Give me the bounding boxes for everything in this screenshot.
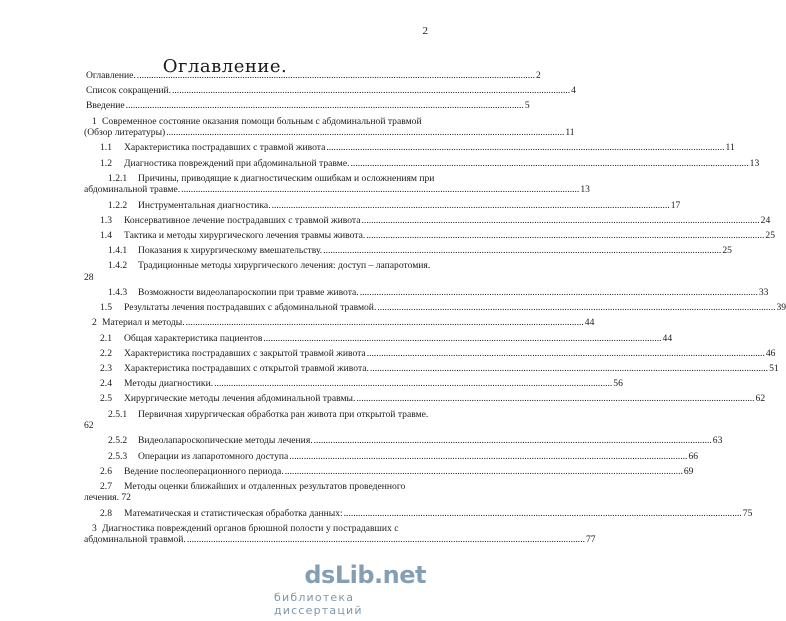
toc-entry-number: 2.4 (100, 378, 112, 390)
toc-leader (263, 333, 661, 345)
toc-entry-page: 62 (755, 393, 766, 405)
toc-entry[interactable] (86, 450, 699, 463)
toc-leader (214, 378, 612, 390)
toc-entry[interactable] (86, 100, 530, 112)
toc-entry-number: 2.3 (100, 362, 112, 374)
toc-entry[interactable] (86, 287, 769, 299)
toc-entry-title: Характеристика пострадавших с открытой травмой живота. (124, 362, 369, 374)
toc-entry[interactable] (86, 214, 771, 227)
toc-entry[interactable] (86, 465, 694, 478)
toc-leader (314, 435, 712, 447)
toc-entry-title: Характеристика пострадавших с закрытой травмой живота (124, 347, 366, 359)
toc-entry-title: Диагностика повреждений органов брюшной полости у пострадавших с (102, 522, 399, 534)
page-title: Оглавление. (162, 56, 288, 78)
page-number: 2 (422, 25, 428, 37)
toc-entry[interactable] (86, 70, 541, 82)
toc-entry-title: Хирургические методы лечения абдоминальной травмы. (124, 393, 356, 405)
toc-entry-page: 4 (571, 85, 576, 97)
toc-entry[interactable] (86, 157, 760, 170)
toc-leader (181, 184, 579, 196)
toc-entry-page: 69 (683, 465, 694, 477)
toc-entry[interactable] (84, 522, 596, 546)
toc-entry-title: Первичная хирургическая обработка ран живота при открытой травме. (138, 408, 429, 420)
toc-leader (326, 142, 724, 154)
toc-entry-title: Диагностика повреждений при абдоминальной травме. (124, 157, 350, 169)
toc-entry-title: Методы оценки ближайших и отдаленных результатов проведенного (124, 480, 406, 492)
toc-entry-continuation: (Обзор литературы) (84, 127, 166, 139)
toc-entry-title: Введение (86, 100, 125, 112)
toc-entry-title: Возможности видеолапароскопии при травме живота. (138, 287, 359, 299)
toc-entry-title: Математическая и статистическая обработка данных: (124, 507, 343, 519)
toc-entry-number: 2.5.2 (108, 435, 128, 447)
toc-entry[interactable] (86, 378, 623, 390)
toc-leader (370, 363, 768, 375)
toc-entry[interactable] (86, 481, 430, 504)
toc-entry-title: Методы диагностики. (124, 378, 214, 390)
toc-entry-number: 1.3 (100, 214, 112, 226)
toc-entry-number: 1.2.2 (108, 199, 128, 211)
toc-entry-page: 24 (760, 214, 771, 226)
toc-entry-continuation: 28 (84, 271, 94, 283)
toc-entry-continuation: 62 (84, 420, 94, 432)
toc-entry[interactable] (86, 435, 723, 447)
toc-entry[interactable] (86, 362, 779, 375)
toc-entry-page: 13 (580, 184, 590, 196)
toc-entry-page: 39 (776, 302, 786, 314)
toc-entry-number: 2.8 (100, 507, 112, 519)
toc-entry-number: 2.2 (100, 347, 112, 359)
toc-entry-number: 1.4.3 (108, 287, 128, 299)
toc-entry-page: 17 (670, 199, 681, 211)
toc-entry[interactable] (86, 142, 735, 154)
toc-entry-title: Общая характеристика пациентов (124, 332, 263, 344)
toc-entry[interactable] (86, 317, 595, 329)
watermark (274, 559, 444, 617)
watermark-logo: dsLib.net (304, 561, 426, 589)
toc-leader (272, 200, 670, 212)
toc-entry-title: Традиционные методы хирургического лечения: доступ – лапаротомия. (138, 260, 431, 272)
toc-entry-page: 5 (524, 100, 530, 112)
toc-entry-continuation: абдоминальной травмой. (84, 534, 186, 546)
toc-entry-title: Характеристика пострадавших с травмой живота (124, 142, 326, 154)
toc-entry-number: 1.2 (100, 157, 112, 169)
toc-entry-page: 25 (765, 229, 776, 241)
toc-leader (366, 230, 764, 242)
toc-entry[interactable] (86, 229, 776, 242)
toc-entry-page: 51 (769, 362, 779, 374)
toc-entry-page: 44 (584, 317, 595, 329)
toc-entry[interactable] (86, 245, 732, 257)
watermark-subtitle: библиотека диссертаций (274, 591, 363, 617)
toc-entry-title: Показания к хирургическому вмешательству. (138, 245, 323, 257)
toc-leader (137, 70, 535, 82)
toc-entry-number: 1.4.2 (108, 260, 128, 272)
toc-entry-number: 1 (92, 115, 97, 127)
toc-leader (367, 348, 765, 360)
toc-entry[interactable] (86, 507, 753, 520)
toc-entry-title: Консервативное лечение пострадавших с травмой живота (124, 214, 361, 226)
toc-entry-number: 2.7 (100, 480, 112, 492)
toc-entry[interactable] (86, 260, 430, 283)
toc-entry-number: 3 (92, 522, 97, 534)
toc-entry-title: Список сокращений. (86, 85, 171, 97)
toc-entry[interactable] (86, 302, 786, 314)
toc-entry-page: 11 (565, 127, 575, 139)
toc-entry-page: 11 (725, 142, 735, 154)
toc-leader (351, 158, 749, 170)
toc-leader (126, 100, 524, 112)
toc-entry-number: 1.1 (100, 142, 112, 154)
toc-entry-title: Материал и методы. (102, 317, 185, 329)
toc-entry-number: 2.5.3 (108, 450, 128, 462)
toc-entry-number: 2.5.1 (108, 408, 128, 420)
toc-entry-page: 13 (749, 157, 760, 169)
toc-leader (166, 127, 564, 139)
toc-entry-title: Инструментальная диагностика. (138, 199, 271, 211)
toc-leader (323, 245, 721, 257)
toc-leader (362, 215, 760, 227)
toc-entry[interactable] (86, 85, 576, 97)
toc-entry-page: 33 (758, 287, 769, 299)
toc-entry-number: 1.4 (100, 229, 112, 241)
toc-entry-number: 2.5 (100, 393, 112, 405)
toc-leader (289, 451, 687, 463)
toc-entry-title: Причины, приводящие к диагностическим ошибкам и осложнениям при (138, 172, 435, 184)
toc-entry-page: 44 (662, 332, 673, 344)
toc-entry-title: Оглавление. (86, 70, 136, 81)
toc-entry-number: 2.6 (100, 465, 112, 477)
toc-entry-page: 75 (742, 507, 753, 519)
toc-entry[interactable] (86, 347, 776, 360)
toc-entry-title: Современное состояние оказания помощи больным с абдоминальной травмой (102, 115, 422, 127)
toc-entry-number: 1.2.1 (108, 172, 128, 184)
toc-entry-title: Операции из лапаротомного доступа (138, 450, 289, 462)
toc-entry-page: 63 (712, 435, 723, 447)
toc-leader (186, 317, 584, 329)
toc-entry-title: Результаты лечения пострадавших с абдоминальной травмой. (124, 302, 377, 314)
toc-entry-number: 1.5 (100, 302, 112, 314)
toc-entry-title: Ведение послеоперационного периода. (124, 465, 284, 477)
toc-entry-page: 2 (535, 70, 541, 81)
toc-entry-continuation: лечения. 72 (84, 492, 131, 504)
toc-entry-title: Видеолапароскопические методы лечения. (138, 435, 313, 447)
toc-leader (172, 85, 570, 97)
table-of-contents (84, 70, 786, 550)
toc-entry-page: 56 (613, 378, 623, 390)
toc-entry-number: 2 (92, 317, 97, 329)
toc-leader (187, 534, 585, 546)
toc-entry-continuation: абдоминальной травме. (84, 184, 181, 196)
toc-entry-page: 46 (765, 347, 776, 359)
toc-entry[interactable] (86, 409, 430, 432)
toc-entry[interactable] (86, 332, 673, 345)
toc-entry[interactable] (84, 115, 575, 139)
toc-leader (377, 302, 775, 314)
toc-entry[interactable] (84, 172, 590, 196)
toc-leader (356, 393, 754, 405)
toc-leader (285, 466, 683, 478)
toc-entry-number: 1.4.1 (108, 245, 128, 257)
toc-leader (360, 287, 758, 299)
toc-entry[interactable] (86, 393, 766, 405)
toc-entry-page: 66 (688, 450, 699, 462)
toc-entry[interactable] (86, 199, 681, 212)
toc-entry-page: 25 (722, 245, 732, 257)
toc-leader (344, 508, 742, 520)
toc-entry-title: Тактика и методы хирургического лечения травмы живота. (124, 229, 366, 241)
toc-entry-number: 2.1 (100, 332, 112, 344)
toc-entry-page: 77 (585, 534, 596, 546)
